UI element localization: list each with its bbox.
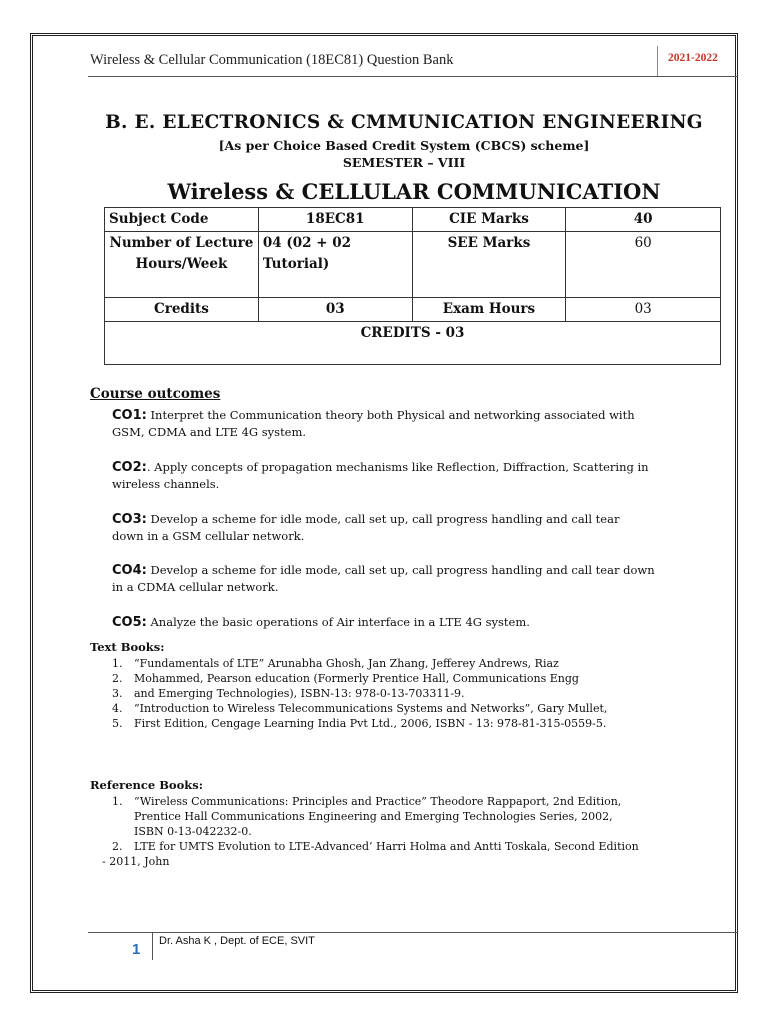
text-books-heading: Text Books: bbox=[90, 640, 165, 654]
list-item: 3. and Emerging Technologies), ISBN-13: 978-0-13-703311-9. bbox=[112, 687, 465, 700]
header-year: 2021-2022 bbox=[668, 52, 718, 64]
course-outcome-item bbox=[112, 562, 712, 596]
list-item: 2. LTE for UMTS Evolution to LTE-Advanced’ Harri Holma and Antti Toskala, Second Edition bbox=[112, 840, 639, 853]
list-item-continuation: ISBN 0-13-042232-0. bbox=[134, 825, 252, 838]
table-cell: CIE Marks bbox=[412, 208, 566, 232]
table-cell: 04 (02 + 02 Tutorial) bbox=[258, 232, 412, 298]
table-row bbox=[105, 232, 721, 298]
header-title: Wireless & Cellular Communication (18EC81) Question Bank bbox=[90, 52, 454, 68]
reference-books-heading: Reference Books: bbox=[90, 778, 203, 792]
list-item-continuation: - 2011, John bbox=[102, 855, 170, 868]
co-text: GSM, CDMA and LTE 4G system. bbox=[112, 425, 307, 439]
course-outcome-item bbox=[112, 407, 712, 441]
list-item-continuation: Prentice Hall Communications Engineering and Emerging Technologies Series, 2002, bbox=[134, 810, 613, 823]
table-cell: Exam Hours bbox=[412, 298, 566, 322]
course-outcome-item bbox=[112, 459, 712, 493]
footer-rule bbox=[88, 932, 738, 933]
header-divider bbox=[657, 46, 658, 76]
table-cell: 60 bbox=[566, 232, 721, 298]
header-rule bbox=[88, 76, 738, 77]
co-label: CO4: bbox=[112, 563, 147, 578]
text-books-list bbox=[112, 656, 607, 731]
co-text: Interpret the Communication theory both Physical and networking associated with bbox=[146, 408, 635, 422]
co-text: Develop a scheme for idle mode, call set up, call progress handling and call tear down bbox=[146, 563, 655, 577]
co-text: Develop a scheme for idle mode, call set up, call progress handling and call tear bbox=[146, 512, 620, 526]
co-text: . Apply concepts of propagation mechanisms like Reflection, Diffraction, Scattering in bbox=[146, 460, 649, 474]
table-cell: Number of Lecture Hours/Week bbox=[105, 232, 259, 298]
list-item: 1. “Wireless Communications: Principles and Practice” Theodore Rappaport, 2nd Edition, bbox=[112, 795, 622, 808]
semester-subtitle: SEMESTER – VIII bbox=[342, 155, 466, 170]
co-label: CO2: bbox=[112, 460, 147, 475]
table-row bbox=[105, 208, 721, 232]
co-label: CO5: bbox=[112, 615, 147, 630]
co-label: CO3: bbox=[112, 512, 147, 527]
page-number: 1 bbox=[132, 941, 141, 958]
table-cell: 18EC81 bbox=[258, 208, 412, 232]
table-cell: SEE Marks bbox=[412, 232, 566, 298]
table-row bbox=[105, 298, 721, 322]
table-cell: 40 bbox=[566, 208, 721, 232]
course-outcome-item bbox=[112, 511, 712, 545]
footer-divider bbox=[152, 932, 153, 960]
scheme-subtitle: [As per Choice Based Credit System (CBCS) scheme] bbox=[218, 138, 590, 153]
credits-row: CREDITS - 03 bbox=[105, 322, 721, 365]
co-text: Analyze the basic operations of Air interface in a LTE 4G system. bbox=[146, 615, 530, 629]
table-cell: Credits bbox=[105, 298, 259, 322]
table-cell: 03 bbox=[258, 298, 412, 322]
reference-books-list bbox=[102, 794, 639, 869]
table-cell: 03 bbox=[566, 298, 721, 322]
table-row bbox=[105, 322, 721, 365]
list-item: 4. “Introduction to Wireless Telecommunications Systems and Networks”, Gary Mullet, bbox=[112, 702, 608, 715]
co-text: wireless channels. bbox=[112, 477, 220, 491]
list-item: 1. “Fundamentals of LTE” Arunabha Ghosh, Jan Zhang, Jefferey Andrews, Riaz bbox=[112, 657, 559, 670]
subject-title: Wireless & CELLULAR COMMUNICATION bbox=[167, 179, 661, 204]
table-cell: Subject Code bbox=[105, 208, 259, 232]
course-outcome-item bbox=[112, 614, 712, 631]
co-label: CO1: bbox=[112, 408, 147, 423]
footer-author: Dr. Asha K , Dept. of ECE, SVIT bbox=[159, 935, 315, 947]
program-title: B. E. ELECTRONICS & CMMUNICATION ENGINEERING bbox=[105, 112, 703, 133]
list-item: 2. Mohammed, Pearson education (Formerly Prentice Hall, Communications Engg bbox=[112, 672, 579, 685]
list-item: 5. First Edition, Cengage Learning India Pvt Ltd., 2006, ISBN - 13: 978-81-315-0559-5. bbox=[112, 717, 607, 730]
co-text: down in a GSM cellular network. bbox=[112, 529, 305, 543]
course-outcomes-heading: Course outcomes bbox=[90, 386, 221, 402]
co-text: in a CDMA cellular network. bbox=[112, 580, 279, 594]
subject-details-table bbox=[104, 207, 721, 365]
